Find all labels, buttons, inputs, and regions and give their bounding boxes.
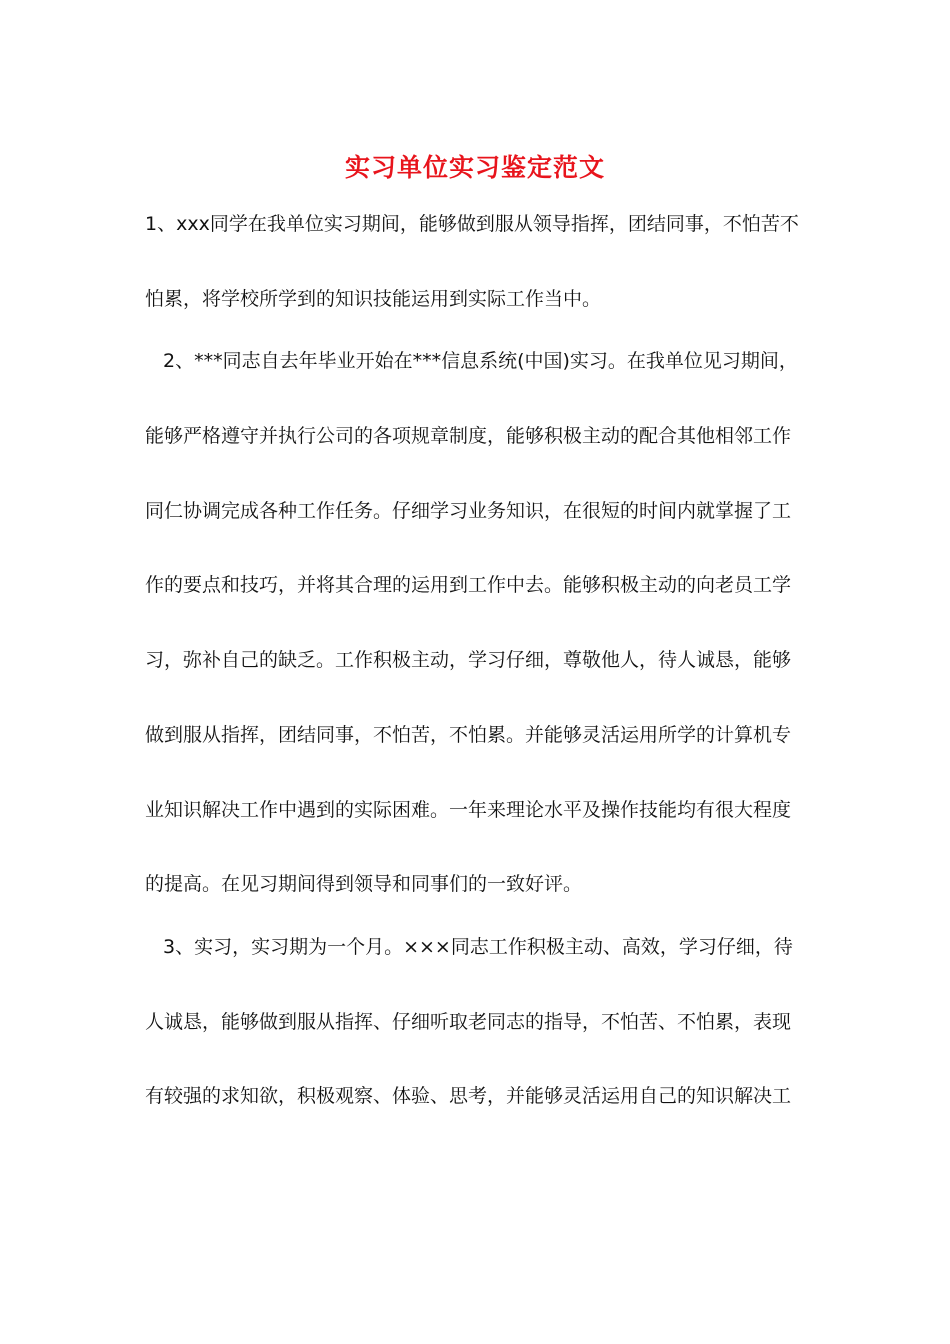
paragraph-1-line-2: 怕累，将学校所学到的知识技能运用到实际工作当中。 <box>145 288 602 310</box>
paragraph-1-line-1: 1、xxx同学在我单位实习期间，能够做到服从领导指挥，团结同事，不怕苦不 <box>145 213 799 235</box>
paragraph-2-line-6: 做到服从指挥，团结同事，不怕苦，不怕累。并能够灵活运用所学的计算机专 <box>145 724 792 746</box>
paragraph-3-line-3: 有较强的求知欲，积极观察、体验、思考，并能够灵活运用自己的知识解决工 <box>145 1085 792 1107</box>
paragraph-2-line-2: 能够严格遵守并执行公司的各项规章制度，能够积极主动的配合其他相邻工作 <box>145 425 792 447</box>
paragraph-2-line-5: 习，弥补自己的缺乏。工作积极主动，学习仔细，尊敬他人，待人诚恳，能够 <box>145 649 792 671</box>
document-title: 实习单位实习鉴定范文 <box>344 153 605 182</box>
paragraph-3-line-2: 人诚恳，能够做到服从指挥、仔细听取老同志的指导，不怕苦、不怕累，表现 <box>145 1011 792 1033</box>
paragraph-2-line-4: 作的要点和技巧，并将其合理的运用到工作中去。能够积极主动的向老员工学 <box>145 574 792 596</box>
paragraph-2-line-3: 同仁协调完成各种工作任务。仔细学习业务知识，在很短的时间内就掌握了工 <box>145 500 792 522</box>
paragraph-2-line-8: 的提高。在见习期间得到领导和同事们的一致好评。 <box>145 873 583 895</box>
paragraph-2-line-7: 业知识解决工作中遇到的实际困难。一年来理论水平及操作技能均有很大程度 <box>145 799 792 821</box>
paragraph-2-line-1: 2、***同志自去年毕业开始在***信息系统(中国)实习。在我单位见习期间， <box>163 350 798 372</box>
paragraph-3-line-1: 3、实习，实习期为一个月。×××同志工作积极主动、高效，学习仔细，待 <box>163 936 793 958</box>
